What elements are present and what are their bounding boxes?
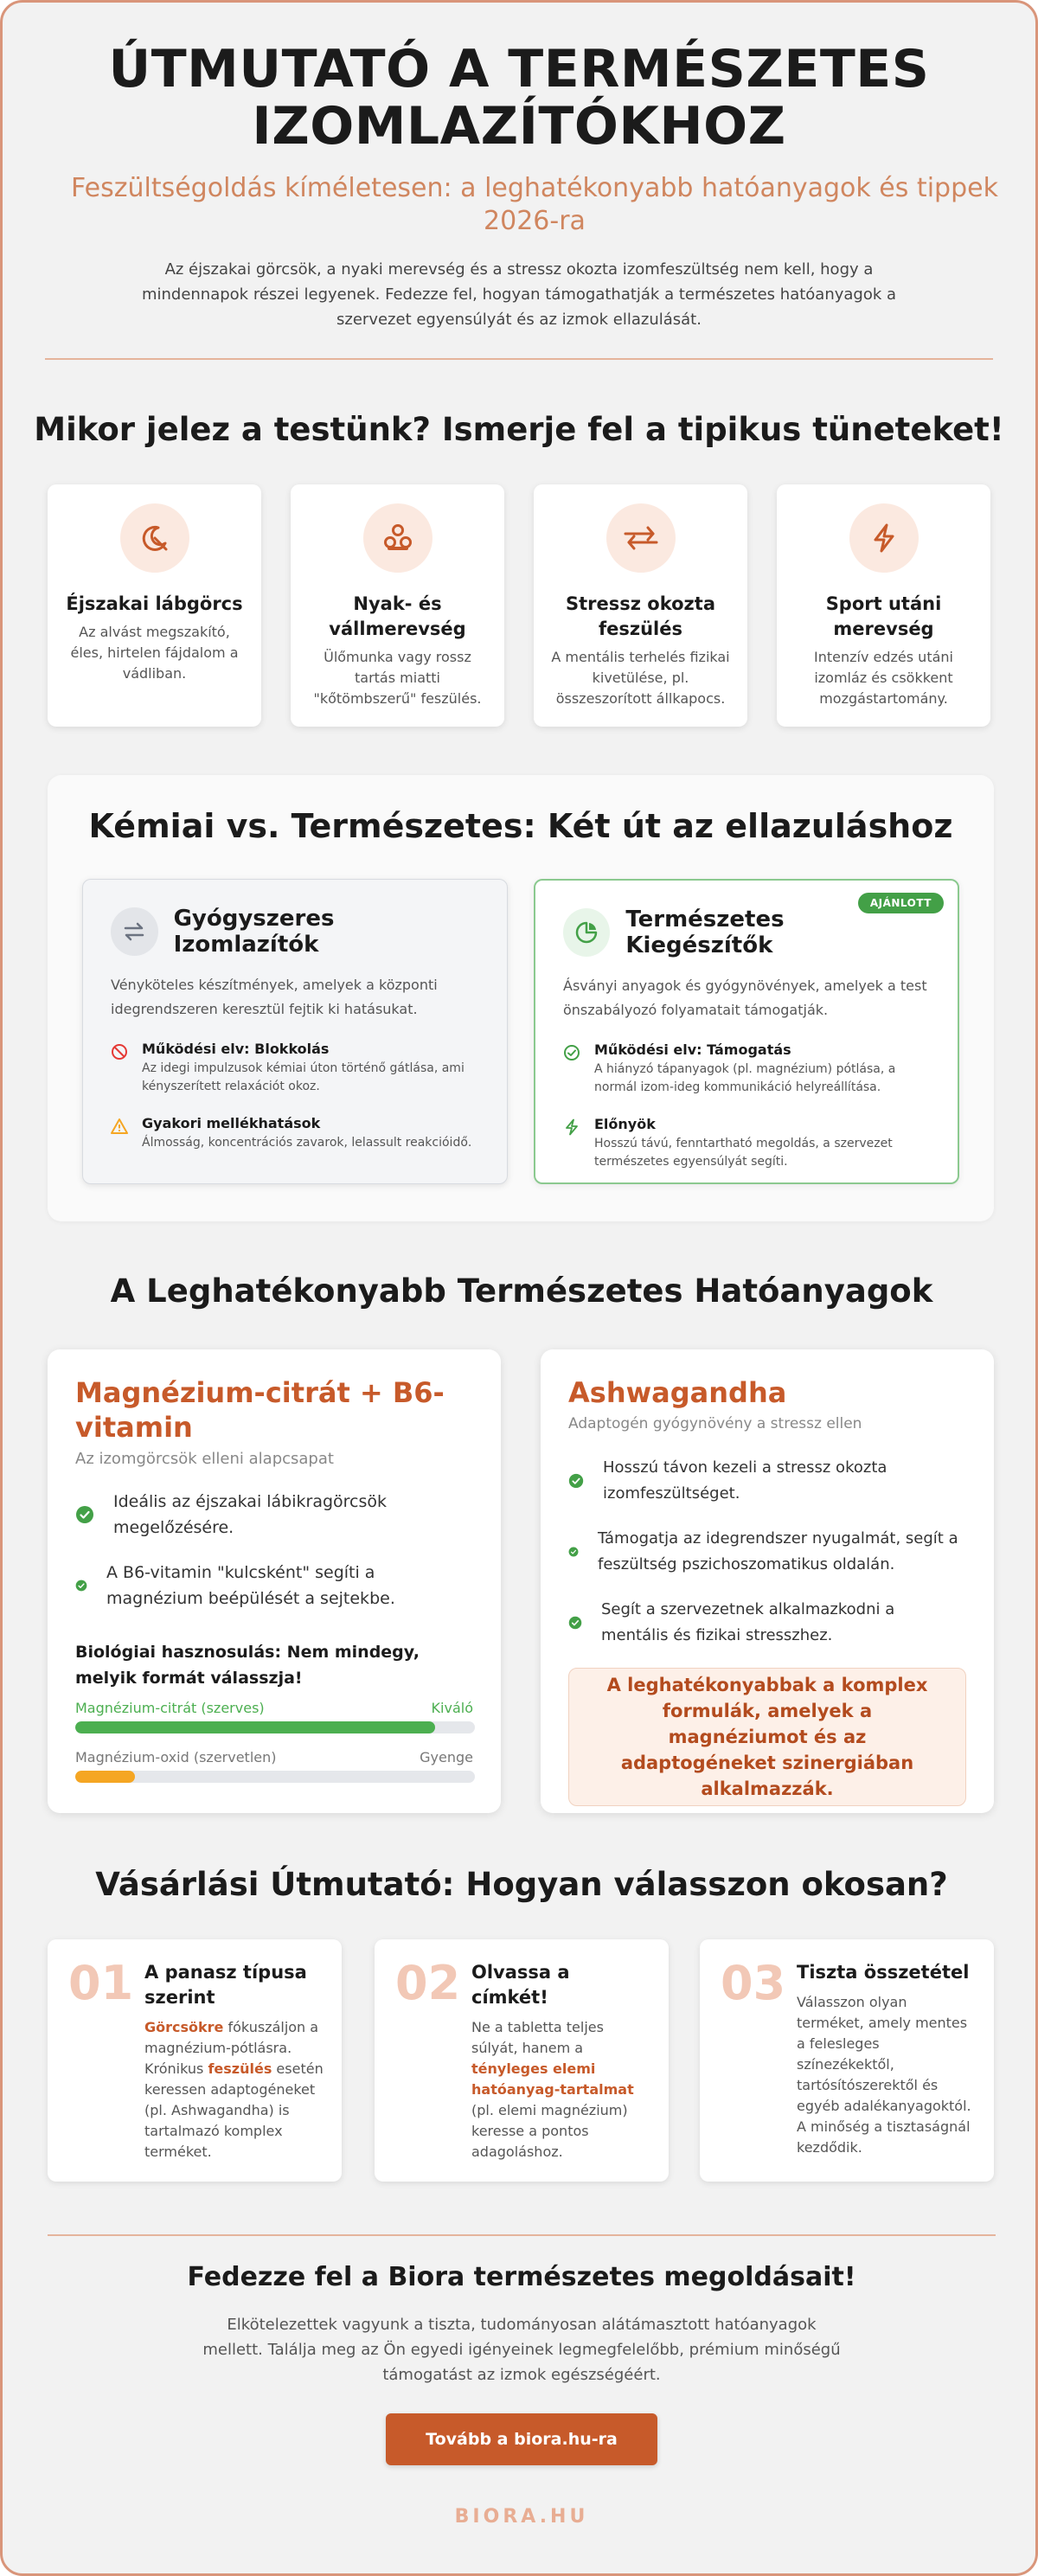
magnesium-tagline: Az izomgörcsök elleni alapcsapat [75,1450,334,1468]
point-title: Előnyök [594,1116,656,1132]
ashwagandha-tagline: Adaptogén gyógynövény a stressz ellen [568,1415,862,1432]
symptom-title: Sport utáni merevség [825,593,942,639]
ashwagandha-card [541,1349,994,1813]
symptom-text: A mentális terhelés fizikai kivetülése, pl. összeszorított állkapocs. [551,649,730,707]
bullet-text: A B6-vitamin "kulcsként" segíti a magnézium beépülését a sejtekbe. [106,1563,395,1608]
point-title: Működési elv: Támogatás [594,1041,791,1058]
symptom-text: Az alvást megszakító, éles, hirtelen fájdalom a vádliban. [70,624,239,682]
hero [3,3,1035,332]
chemical-point [111,1115,479,1152]
bar-rating: Kiváló [431,1700,473,1716]
symptom-text: Ülőmunka vagy rossz tartás miatti "kőtömbszerű" feszülés. [313,649,482,707]
swap-icon [111,907,158,956]
symptom-title: Stressz okozta feszülés [566,593,715,639]
bullet-text: Támogatja az idegrendszer nyugalmát, segít a feszültség pszichoszomatikus oldalán. [598,1529,958,1573]
symptom-card [777,484,990,727]
bullet-text: Ideális az éjszakai lábikragörcsök megelőzésére. [113,1492,388,1537]
ashwagandha-bullet [568,1526,966,1578]
check-icon [75,1580,87,1592]
bioavailability-bar [75,1771,475,1783]
cta-text: Elkötelezettek vagyunk a tiszta, tudományosan alátámasztott hatóanyagok mellett. Találja meg az Ön egyedi igényeinek legmegfelelőbb, prémium minőségű támogatást az izmok egészségéért. [202,2316,841,2384]
natural-card [534,879,959,1184]
symptom-card [534,484,747,727]
warning-icon [111,1115,130,1152]
ingredients-title: A Leghatékonyabb Természetes Hatóanyagok [110,1272,933,1310]
magnesium-bullet [75,1560,473,1612]
divider [48,2234,996,2236]
bullet-text: Segít a szervezetnek alkalmazkodni a mentális és fizikai stresszhez. [601,1600,895,1644]
guide-title: Vásárlási Útmutató: Hogyan válasszon okosan? [95,1866,948,1903]
bioavailability-bar [75,1721,475,1733]
neck-icon [363,503,432,573]
check-icon [568,1616,582,1630]
natural-desc: Ásványi anyagok és gyógynövények, amelyek a test önszabályozó folyamatait támogatják. [563,977,927,1018]
symptom-card [48,484,261,727]
bar-label: Magnézium-citrát (szerves) [75,1700,265,1716]
step-title: Olvassa a címkét! [471,1962,570,2008]
magnesium-card [48,1349,501,1813]
step-title: Tiszta összetétel [797,1962,970,1983]
check-icon [568,1547,579,1557]
magnesium-title: Magnézium-citrát + B6-vitamin [75,1376,445,1444]
bar-label: Magnézium-oxid (szervetlen) [75,1749,277,1765]
arrows-icon [606,503,676,573]
bioavailability [75,1639,473,1783]
bar-fill [75,1771,135,1783]
natural-point [563,1041,930,1097]
cta-button[interactable]: Tovább a biora.hu-ra [386,2413,657,2465]
lightning-icon [563,1116,582,1171]
page-subtitle: Feszültségoldás kíméletesen: a leghatékonyabb hatóanyagok és tippek 2026-ra [71,173,998,236]
step-number: 01 [68,1956,134,2010]
ashwagandha-bullet [568,1597,966,1649]
check-icon [75,1505,94,1524]
symptom-title: Nyak- és vállmerevség [329,593,466,639]
bar-rating: Gyenge [420,1749,473,1765]
cta-title: Fedezze fel a Biora természetes megoldásait! [187,2262,856,2292]
bar-fill [75,1721,435,1733]
point-text: Álmosság, koncentrációs zavarok, lelassult reakcióidő. [142,1136,472,1150]
synergy-callout: A leghatékonyabbak a komplex formulák, amelyek a magnéziumot és az adaptogéneket szinergiában alkalmazzák. [568,1668,966,1806]
bullet-text: Hosszú távon kezeli a stressz okozta izomfeszültséget. [603,1458,887,1503]
ashwagandha-title: Ashwagandha [568,1376,787,1409]
block-icon [111,1041,130,1096]
recommended-badge: AJÁNLOTT [858,893,944,913]
natural-point [563,1116,930,1171]
symptoms-title: Mikor jelez a testünk? Ismerje fel a tipikus tüneteket! [34,411,1004,448]
intro-text: Az éjszakai görcsök, a nyaki merevség és a stressz okozta izomfeszültség nem kell, hogy a mindennapok részei legyenek. Fedezze fel, hogyan támogathatják a természetes hatóanyagok a szervezet egyensúlyát és az izmok ellazulását. [141,260,897,329]
bar-label-row [75,1749,473,1765]
natural-title: Természetes Kiegészítők [625,907,785,958]
point-title: Működési elv: Blokkolás [142,1041,330,1057]
chemical-point [111,1041,479,1096]
cta-section [3,2260,1038,2465]
step-text: Ne a tabletta teljes súlyát, hanem a tényleges elemi hatóanyag-tartalmat (pl. elemi magnézium) keresse a pontos adagoláshoz. [471,2019,634,2160]
lightning-icon [849,503,919,573]
footer-brand: BIORA.HU [454,2506,589,2528]
magnesium-bullet [75,1489,473,1541]
symptom-text: Intenzív edzés utáni izomláz és csökkent mozgástartomány. [814,649,953,707]
point-text: Hosszú távú, fenntartható megoldás, a szervezet természetes egyensúlyát segíti. [594,1137,893,1169]
symptom-card [291,484,504,727]
moon-icon [120,503,189,573]
symptom-title: Éjszakai lábgörcs [66,593,243,614]
chemical-card [82,879,508,1184]
comparison-title: Kémiai vs. Természetes: Két út az ellazuláshoz [88,807,953,845]
point-text: A hiányzó tápanyagok (pl. magnézium) pótlása, a normál izom-ideg kommunikáció helyreállítása. [594,1062,896,1094]
comparison-section [48,775,994,1221]
page-title: ÚTMUTATÓ A TERMÉSZETES IZOMLAZÍTÓKHOZ [108,39,930,157]
bar-label-row [75,1700,473,1716]
chemical-title: Gyógyszeres Izomlazítók [173,906,335,958]
point-text: Az idegi impulzusok kémiai úton történő gátlása, ami kényszerített relaxációt okoz. [142,1061,465,1093]
check-icon [568,1473,584,1489]
check-circle-icon [563,1041,582,1097]
point-title: Gyakori mellékhatások [142,1115,321,1131]
step-text: Görcsökre fókuszáljon a magnézium-pótlásra. Krónikus feszülés esetén keressen adaptogéneket (pl. Ashwagandha) is tartalmazó komplex terméket. [144,2019,324,2160]
divider [45,358,993,360]
ashwagandha-bullet [568,1455,966,1507]
guide-step [48,1939,342,2182]
guide-step [375,1939,669,2182]
step-number: 03 [721,1956,786,2010]
step-title: A panasz típusa szerint [144,1962,307,2008]
bioavailability-title: Biológiai hasznosulás: Nem mindegy, melyik formát válasszja! [75,1643,420,1688]
symptoms-list [3,484,1035,727]
step-number: 02 [395,1956,461,2010]
step-text: Válasszon olyan terméket, amely mentes a felesleges színezékektől, tartósítószerektől és egyéb adalékanyagoktól. A minőség a tisztaságnál kezdődik. [797,1994,971,2156]
guide-step [700,1939,994,2182]
leaf-icon [563,908,610,957]
chemical-desc: Vényköteles készítmények, amelyek a központi idegrendszeren keresztül fejtik ki hatásukat. [111,977,438,1017]
